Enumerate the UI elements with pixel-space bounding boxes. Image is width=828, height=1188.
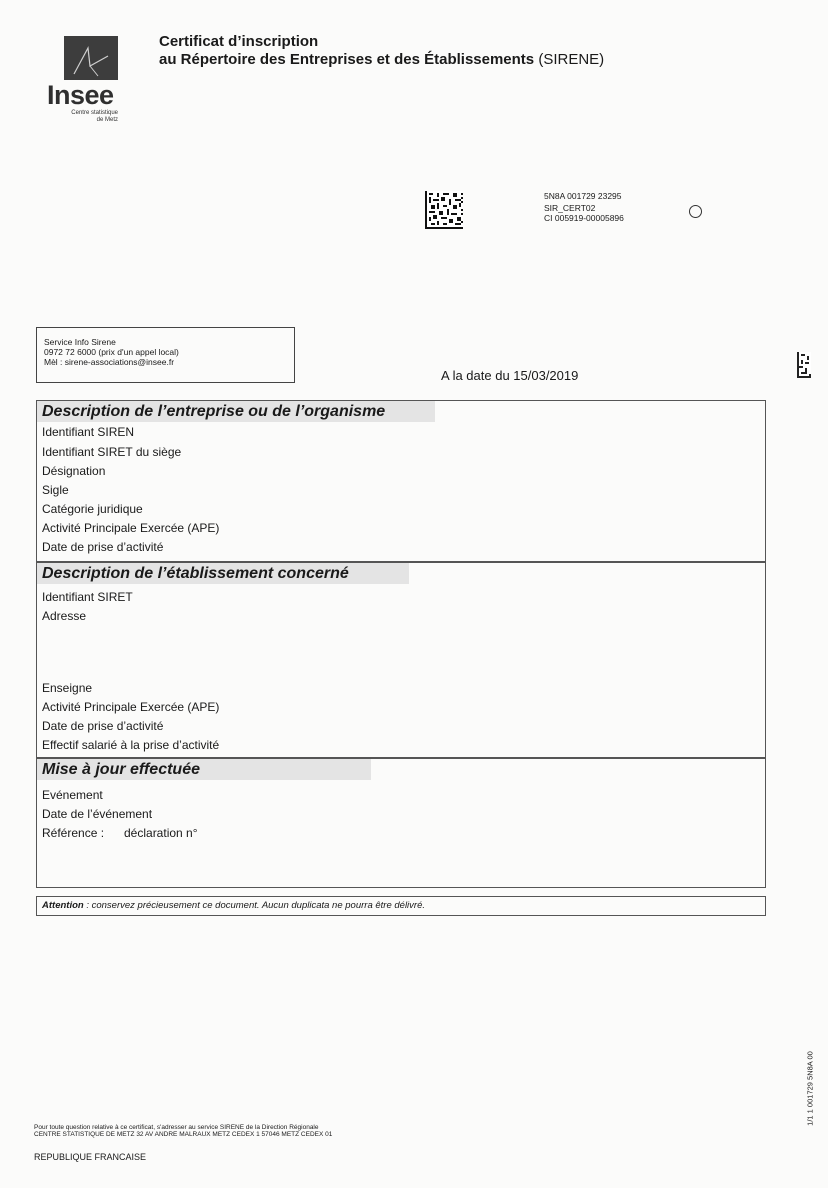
- field-effectif: Effectif salarié à la prise d’activité: [42, 738, 220, 752]
- section-title: Mise à jour effectuée: [42, 761, 200, 778]
- reference-line-1: 5N8A 001729 23295: [544, 191, 622, 201]
- section-header: [37, 563, 409, 584]
- logo-subtitle-2: de Metz: [96, 117, 118, 123]
- service-name: Service Info Sirene: [44, 337, 116, 347]
- field-date-evenement: Date de l’événement: [42, 807, 153, 821]
- attention-box: [36, 896, 766, 916]
- section-mise-a-jour: [36, 758, 766, 888]
- field-siret: Identifiant SIRET: [42, 590, 133, 604]
- logo-wordmark: Insee: [47, 80, 114, 110]
- side-barcode: [797, 352, 811, 378]
- field-categorie: Catégorie juridique: [42, 502, 143, 516]
- reference-line-3: CI 005919-00005896: [544, 213, 624, 223]
- service-phone: 0972 72 6000 (prix d'un appel local): [44, 347, 179, 357]
- section-entreprise: [36, 400, 766, 562]
- section-title: Description de l’entreprise ou de l’organisme: [42, 403, 386, 420]
- field-designation: Désignation: [42, 464, 106, 478]
- datamatrix-code: [425, 191, 463, 229]
- vertical-reference: 1/1 1 001729 5N8A 00: [805, 1051, 815, 1126]
- footer-contact-line: Pour toute question relative à ce certificat, s'adresser au service SIRENE de la Direction Régionale: [34, 1124, 319, 1131]
- certificate-date: A la date du 15/03/2019: [441, 368, 579, 383]
- document-subtitle: [159, 51, 604, 68]
- field-enseigne: Enseigne: [42, 681, 93, 695]
- reference-line-2: SIR_CERT02: [544, 203, 596, 213]
- subtitle-suffix: (SIRENE): [534, 51, 605, 68]
- service-email: Mèl : sirene-associations@insee.fr: [44, 357, 175, 367]
- attention-note: [42, 900, 425, 911]
- field-evenement: Evénement: [42, 788, 103, 802]
- field-ape: Activité Principale Exercée (APE): [42, 700, 220, 714]
- footer-country: REPUBLIQUE FRANCAISE: [34, 1152, 147, 1162]
- field-siret-siege: Identifiant SIRET du siège: [42, 445, 182, 459]
- section-header: [37, 401, 435, 422]
- section-title: Description de l’établissement concerné: [42, 565, 349, 582]
- attention-label: Attention: [42, 900, 84, 911]
- logo-subtitle-1: Centre statistique: [71, 110, 118, 116]
- document-title: Certificat d’inscription: [159, 33, 319, 50]
- insee-logo-mark: [64, 36, 118, 80]
- field-sigle: Sigle: [42, 483, 69, 497]
- field-date-activite: Date de prise d’activité: [42, 540, 164, 554]
- field-adresse: Adresse: [42, 609, 87, 623]
- field-reference-value: déclaration n°: [124, 826, 198, 840]
- subtitle-bold: au Répertoire des Entreprises et des Établissements: [159, 51, 535, 68]
- field-ape: Activité Principale Exercée (APE): [42, 521, 220, 535]
- section-etablissement: [36, 562, 766, 758]
- field-reference-label: Référence :: [42, 826, 105, 840]
- attention-message: : conservez précieusement ce document. Aucun duplicata ne pourra être délivré.: [83, 900, 425, 911]
- footer-address-line: CENTRE STATISTIQUE DE METZ 32 AV ANDRE MALRAUX METZ CEDEX 1 57046 METZ CEDEX 01: [34, 1131, 333, 1138]
- section-header: [37, 759, 371, 780]
- field-date-activite: Date de prise d’activité: [42, 719, 164, 733]
- field-siren: Identifiant SIREN: [42, 425, 135, 439]
- circle-mark-icon: [689, 205, 702, 218]
